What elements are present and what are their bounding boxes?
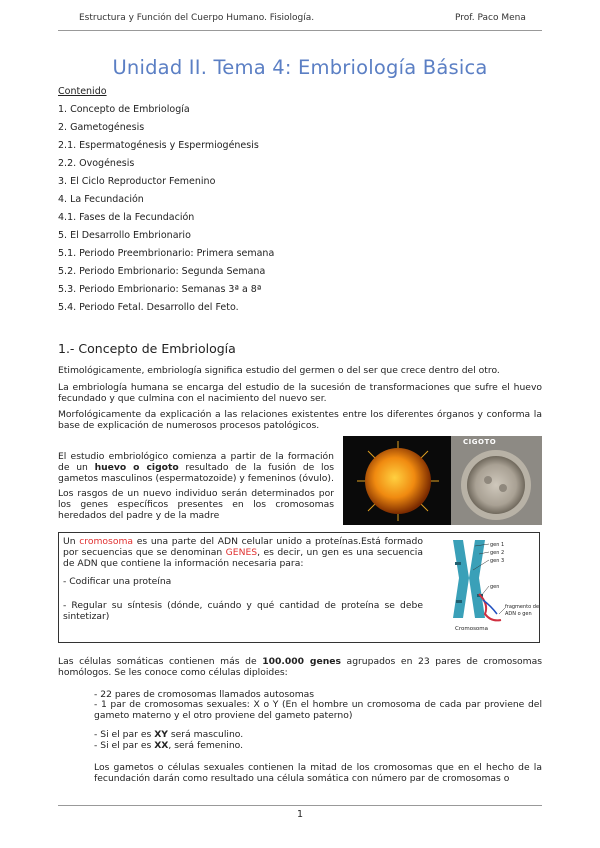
contents-item: 1. Concepto de Embriología bbox=[58, 104, 190, 115]
item-sex-chromosomes: - 1 par de cromosomas sexuales: X o Y (En el hombre un cromosoma de cada par proviene del gameto materno y el otro proviene del gameto paterno) bbox=[94, 699, 542, 721]
header-divider bbox=[58, 30, 542, 31]
label-chromosome: Cromosoma bbox=[455, 626, 489, 632]
paragraph-morphology: Morfológicamente da explicación a las relaciones existentes entre los diferentes órganos y conforma la base de explicación de numerosos procesos patológicos. bbox=[58, 409, 542, 431]
item-autosomes: - 22 pares de cromosomas llamados autosomas bbox=[94, 689, 315, 700]
contents-item: 4. La Fecundación bbox=[58, 194, 144, 205]
label-gen-2: gen 2 bbox=[490, 550, 505, 556]
zygote-label: CIGOTO bbox=[463, 438, 497, 446]
paragraph-human-embryology: La embriología humana se encarga del estudio de la sucesión de transformaciones que sufre el huevo fecundado y que culmina con el nacimiento del nuevo ser. bbox=[58, 382, 542, 404]
box-item-encode: - Codificar una proteína bbox=[63, 576, 172, 587]
paragraph-genes: Los rasgos de un nuevo individuo serán determinados por los genes específicos presentes en los cromosomas heredados del padre y de la madre bbox=[58, 488, 334, 521]
contents-item: 2.2. Ovogénesis bbox=[58, 158, 135, 169]
label-gen: gen bbox=[490, 584, 500, 590]
contents-item: 5.1. Periodo Preembrionario: Primera semana bbox=[58, 248, 275, 259]
contents-list bbox=[58, 104, 274, 320]
chromosome-diagram bbox=[445, 534, 541, 638]
contents-heading: Contenido bbox=[58, 86, 107, 97]
label-gen-1: gen 1 bbox=[490, 542, 505, 548]
contents-item: 5. El Desarrollo Embrionario bbox=[58, 230, 191, 241]
box-definition: Un cromosoma es una parte del ADN celular unido a proteínas.Está formado por secuencias que se denominan GENES, es decir, un gen es una secuencia de ADN que contiene la información necesaria para: bbox=[63, 536, 424, 569]
paragraph-etymology: Etimológicamente, embriología significa estudio del germen o del ser que crece dentro del otro. bbox=[58, 365, 500, 376]
item-male: - Si el par es XY será masculino. bbox=[94, 729, 244, 740]
label-dna: ADN o gen bbox=[505, 611, 532, 617]
contents-item: 3. El Ciclo Reproductor Femenino bbox=[58, 176, 216, 187]
page-title: Unidad II. Tema 4: Embriología Básica bbox=[112, 56, 488, 79]
contents-item: 4.1. Fases de la Fecundación bbox=[58, 212, 195, 223]
zygote-illustration bbox=[343, 436, 542, 525]
zygote-image bbox=[343, 436, 542, 525]
contents-item: 2.1. Espermatogénesis y Espermiogénesis bbox=[58, 140, 259, 151]
page-number: 1 bbox=[296, 809, 304, 820]
header-left: Estructura y Función del Cuerpo Humano. Fisiología. bbox=[79, 13, 315, 23]
box-item-regulate: - Regular su síntesis (dónde, cuándo y qué cantidad de proteína se debe sintetizar) bbox=[63, 600, 423, 622]
section-heading: 1.- Concepto de Embriología bbox=[58, 341, 236, 356]
header-right: Prof. Paco Mena bbox=[455, 13, 526, 23]
paragraph-somatic-cells: Las células somáticas contienen más de 100.000 genes agrupados en 23 pares de cromosomas homólogos. Se les conoce como células diploides: bbox=[58, 656, 542, 678]
label-gen-3: gen 3 bbox=[490, 558, 505, 564]
contents-item: 2. Gametogénesis bbox=[58, 122, 145, 133]
contents-item: 5.2. Periodo Embrionario: Segunda Semana bbox=[58, 266, 266, 277]
contents-item: 5.3. Periodo Embrionario: Semanas 3ª a 8ª bbox=[58, 284, 262, 295]
contents-item: 5.4. Periodo Fetal. Desarrollo del Feto. bbox=[58, 302, 239, 313]
paragraph-zygote: El estudio embriológico comienza a partir de la formación de un huevo o cigoto resultado de la fusión de los gametos masculinos (espermatozoide) y femeninos (óvulo). bbox=[58, 451, 334, 484]
paragraph-gametes: Los gametos o células sexuales contienen la mitad de los cromosomas que en el hecho de la fecundación darán como resultado una célula somática con número par de cromosomas o bbox=[94, 762, 542, 784]
footer-divider bbox=[58, 805, 542, 806]
label-fragment: fragmento de bbox=[505, 604, 540, 610]
item-female: - Si el par es XX, será femenino. bbox=[94, 740, 244, 751]
